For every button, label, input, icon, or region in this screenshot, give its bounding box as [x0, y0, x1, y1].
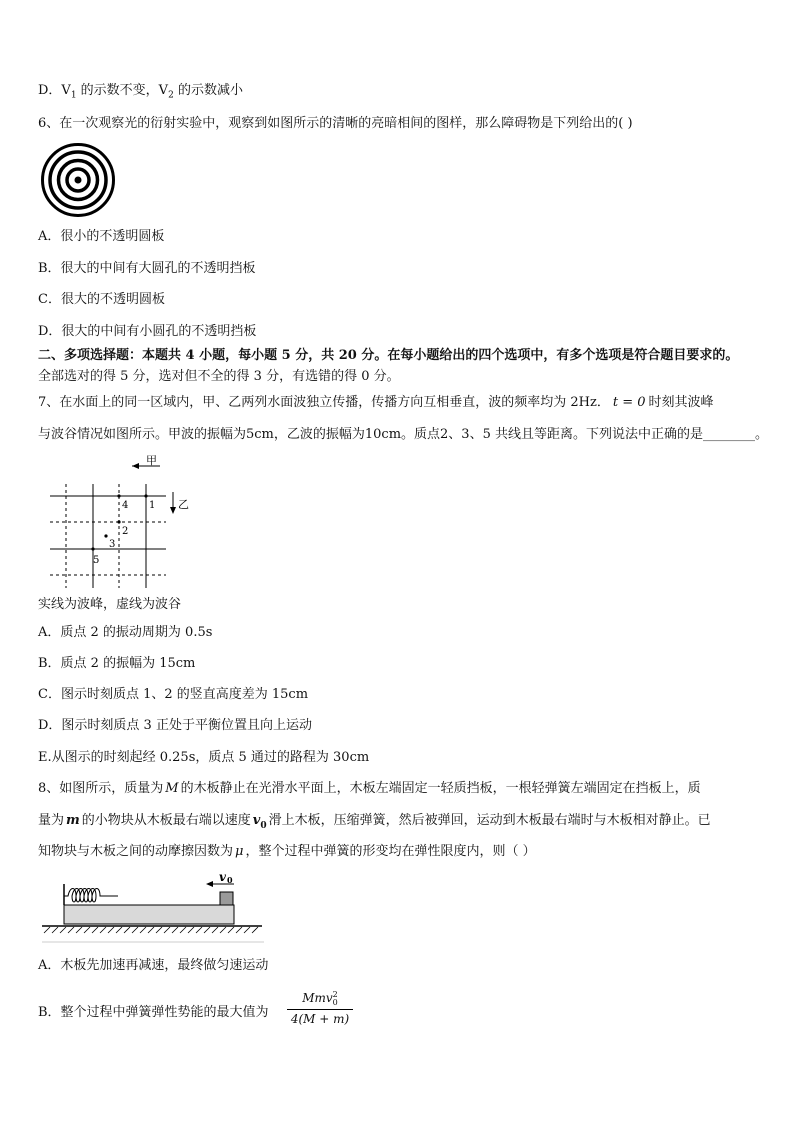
q6-stem: 6、在一次观察光的衍射实验中，观察到如图所示的清晰的亮暗相间的图样，那么障碍物是下列给出的( ) [38, 116, 633, 131]
q8-line3-end: ，整个过程中弹簧的形变均在弹性限度内，则（ ） [245, 844, 536, 859]
q8-line1-text: 8、如图所示，质量为 [38, 781, 164, 796]
q8-var-mu: μ [235, 844, 244, 859]
point-3-label: 3 [109, 539, 116, 550]
point-5-label: 5 [93, 555, 100, 566]
q8-line2-text: 量为 [38, 813, 65, 828]
board-spring-figure [38, 870, 268, 946]
q5-option-d [38, 82, 243, 100]
q7-stem-line1 [38, 394, 714, 412]
fraction-numerator [287, 990, 353, 1010]
v0-label-sub: 0 [227, 875, 233, 885]
v2-subscript: 2 [168, 90, 174, 101]
q8-var-m: m [66, 813, 80, 828]
q7-option-c: C．图示时刻质点 1、2 的竖直高度差为 15cm [38, 687, 309, 702]
frac-num-text: Mmv [302, 991, 333, 1005]
frac-sub: 0 [332, 997, 338, 1007]
q8-fraction [287, 990, 353, 1028]
q8-line1-end: 的木板静止在光滑水平面上，木板左端固定一轻质挡板，一根轻弹簧左端固定在挡板上，质 [180, 781, 701, 796]
q6-option-a: A．很小的不透明圆板 [38, 229, 165, 244]
v1-subscript: 1 [70, 90, 77, 101]
frac-scripts [333, 991, 338, 1007]
q8-option-b [38, 1004, 269, 1022]
point-1-label: 1 [149, 500, 156, 511]
point-4-label: 4 [122, 500, 129, 511]
label-jia: 甲 [146, 454, 157, 467]
q6-option-b: B．很大的中间有大圆孔的不透明挡板 [38, 261, 256, 276]
q5-optd-text2: 的示数不变，V [76, 83, 169, 98]
q8-line2-end: 滑上木板，压缩弹簧，然后被弹回，运动到木板最右端时与木板相对静止。已 [268, 813, 711, 828]
q8-var-v: v [252, 813, 261, 828]
q8-var-v0-sub: 0 [260, 820, 267, 831]
q7-figure-caption: 实线为波峰，虚线为波谷 [38, 597, 182, 612]
q7-t0: t = 0 [612, 395, 646, 410]
q8-line3-text: 知物块与木板之间的动摩擦因数为 [38, 844, 234, 859]
section2-heading-line1: 二、多项选择题：本题共 4 小题，每小题 5 分，共 20 分。在每小题给出的四个选项中，有多个选项是符合题目要求的。 [38, 348, 739, 363]
fraction-denominator: 4(M + m) [290, 1011, 350, 1026]
q8-stem-line2 [38, 812, 711, 830]
q8-stem-line1 [38, 780, 701, 798]
q6-option-c: C．很大的不透明圆板 [38, 292, 165, 307]
q8-stem-line3 [38, 843, 536, 861]
diffraction-rings-figure [38, 140, 118, 220]
q7-option-b: B．质点 2 的振幅为 15cm [38, 656, 196, 671]
q7-option-e: E.从图示的时刻起经 0.25s，质点 5 通过的路程为 30cm [38, 750, 370, 765]
q7-line1-end: 时刻其波峰 [648, 395, 714, 410]
q6-option-d: D．很大的中间有小圆孔的不透明挡板 [38, 324, 257, 339]
q5-optd-text: D．V [38, 83, 71, 98]
label-yi: 乙 [178, 498, 189, 511]
q8-var-M: M [165, 781, 179, 796]
frac-sup: 2 [332, 989, 338, 999]
q5-optd-text3: 的示数减小 [173, 83, 243, 98]
q8-option-a: A．木板先加速再减速，最终做匀速运动 [38, 958, 269, 973]
wave-interference-figure [38, 452, 198, 594]
q7-stem-line2: 与波谷情况如图所示。甲波的振幅为5cm，乙波的振幅为10cm。质点2、3、5 共线且等距离。下列说法中正确的是________。 [38, 427, 768, 442]
q7-option-a: A．质点 2 的振动周期为 0.5s [38, 625, 213, 640]
q8-optb-text: B．整个过程中弹簧弹性势能的最大值为 [38, 1005, 269, 1020]
point-2-label: 2 [122, 526, 129, 537]
v0-label: v [219, 870, 226, 884]
q7-line1-text: 7、在水面上的同一区域内，甲、乙两列水面波独立传播，传播方向互相垂直，波的频率均为 2Hz． [38, 395, 610, 410]
section2-heading-line2: 全部选对的得 5 分，选对但不全的得 3 分，有选错的得 0 分。 [38, 369, 400, 384]
q8-line2-mid: 的小物块从木板最右端以速度 [81, 813, 251, 828]
q7-option-d: D．图示时刻质点 3 正处于平衡位置且向上运动 [38, 718, 312, 733]
